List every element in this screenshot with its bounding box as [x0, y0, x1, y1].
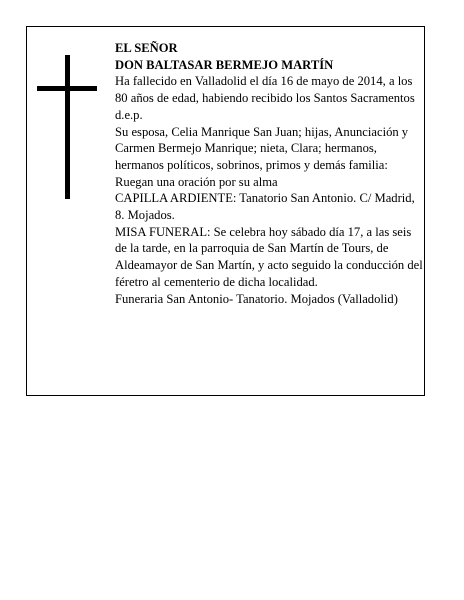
cross-horizontal-bar: [37, 86, 97, 91]
cross-icon: [37, 55, 97, 199]
chapel-info: CAPILLA ARDIENTE: Tanatorio San Antonio. C/ Madrid, 8. Mojados.: [115, 191, 415, 223]
obituary-text: [115, 40, 425, 307]
funeral-home-info: Funeraria San Antonio- Tanatorio. Mojados (Valladolid): [115, 291, 398, 306]
prayer-request: Ruegan una oración por su alma: [115, 174, 278, 189]
notice-title: EL SEÑOR: [115, 41, 178, 55]
funeral-mass-info: MISA FUNERAL: Se celebra hoy sábado día 17, a las seis de la tarde, en la parroquia de San Martín de Tours, de Aldeamayor de San Martín, y acto seguido la conducción del féretro al cementerio de dicha localidad.: [115, 224, 423, 289]
obituary-notice: [26, 26, 425, 396]
cross-vertical-bar: [65, 55, 70, 199]
death-announcement: Ha fallecido en Valladolid el día 16 de mayo de 2014, a los 80 años de edad, habiendo recibido los Santos Sacramentos: [115, 74, 415, 106]
rest-in-peace: d.e.p.: [115, 107, 143, 122]
deceased-name: DON BALTASAR BERMEJO MARTÍN: [115, 57, 334, 72]
family-members: Su esposa, Celia Manrique San Juan; hijas, Anunciación y Carmen Bermejo Manrique; nieta, Clara; hermanos, hermanos políticos, sobrinos, primos y demás familia:: [115, 124, 409, 172]
